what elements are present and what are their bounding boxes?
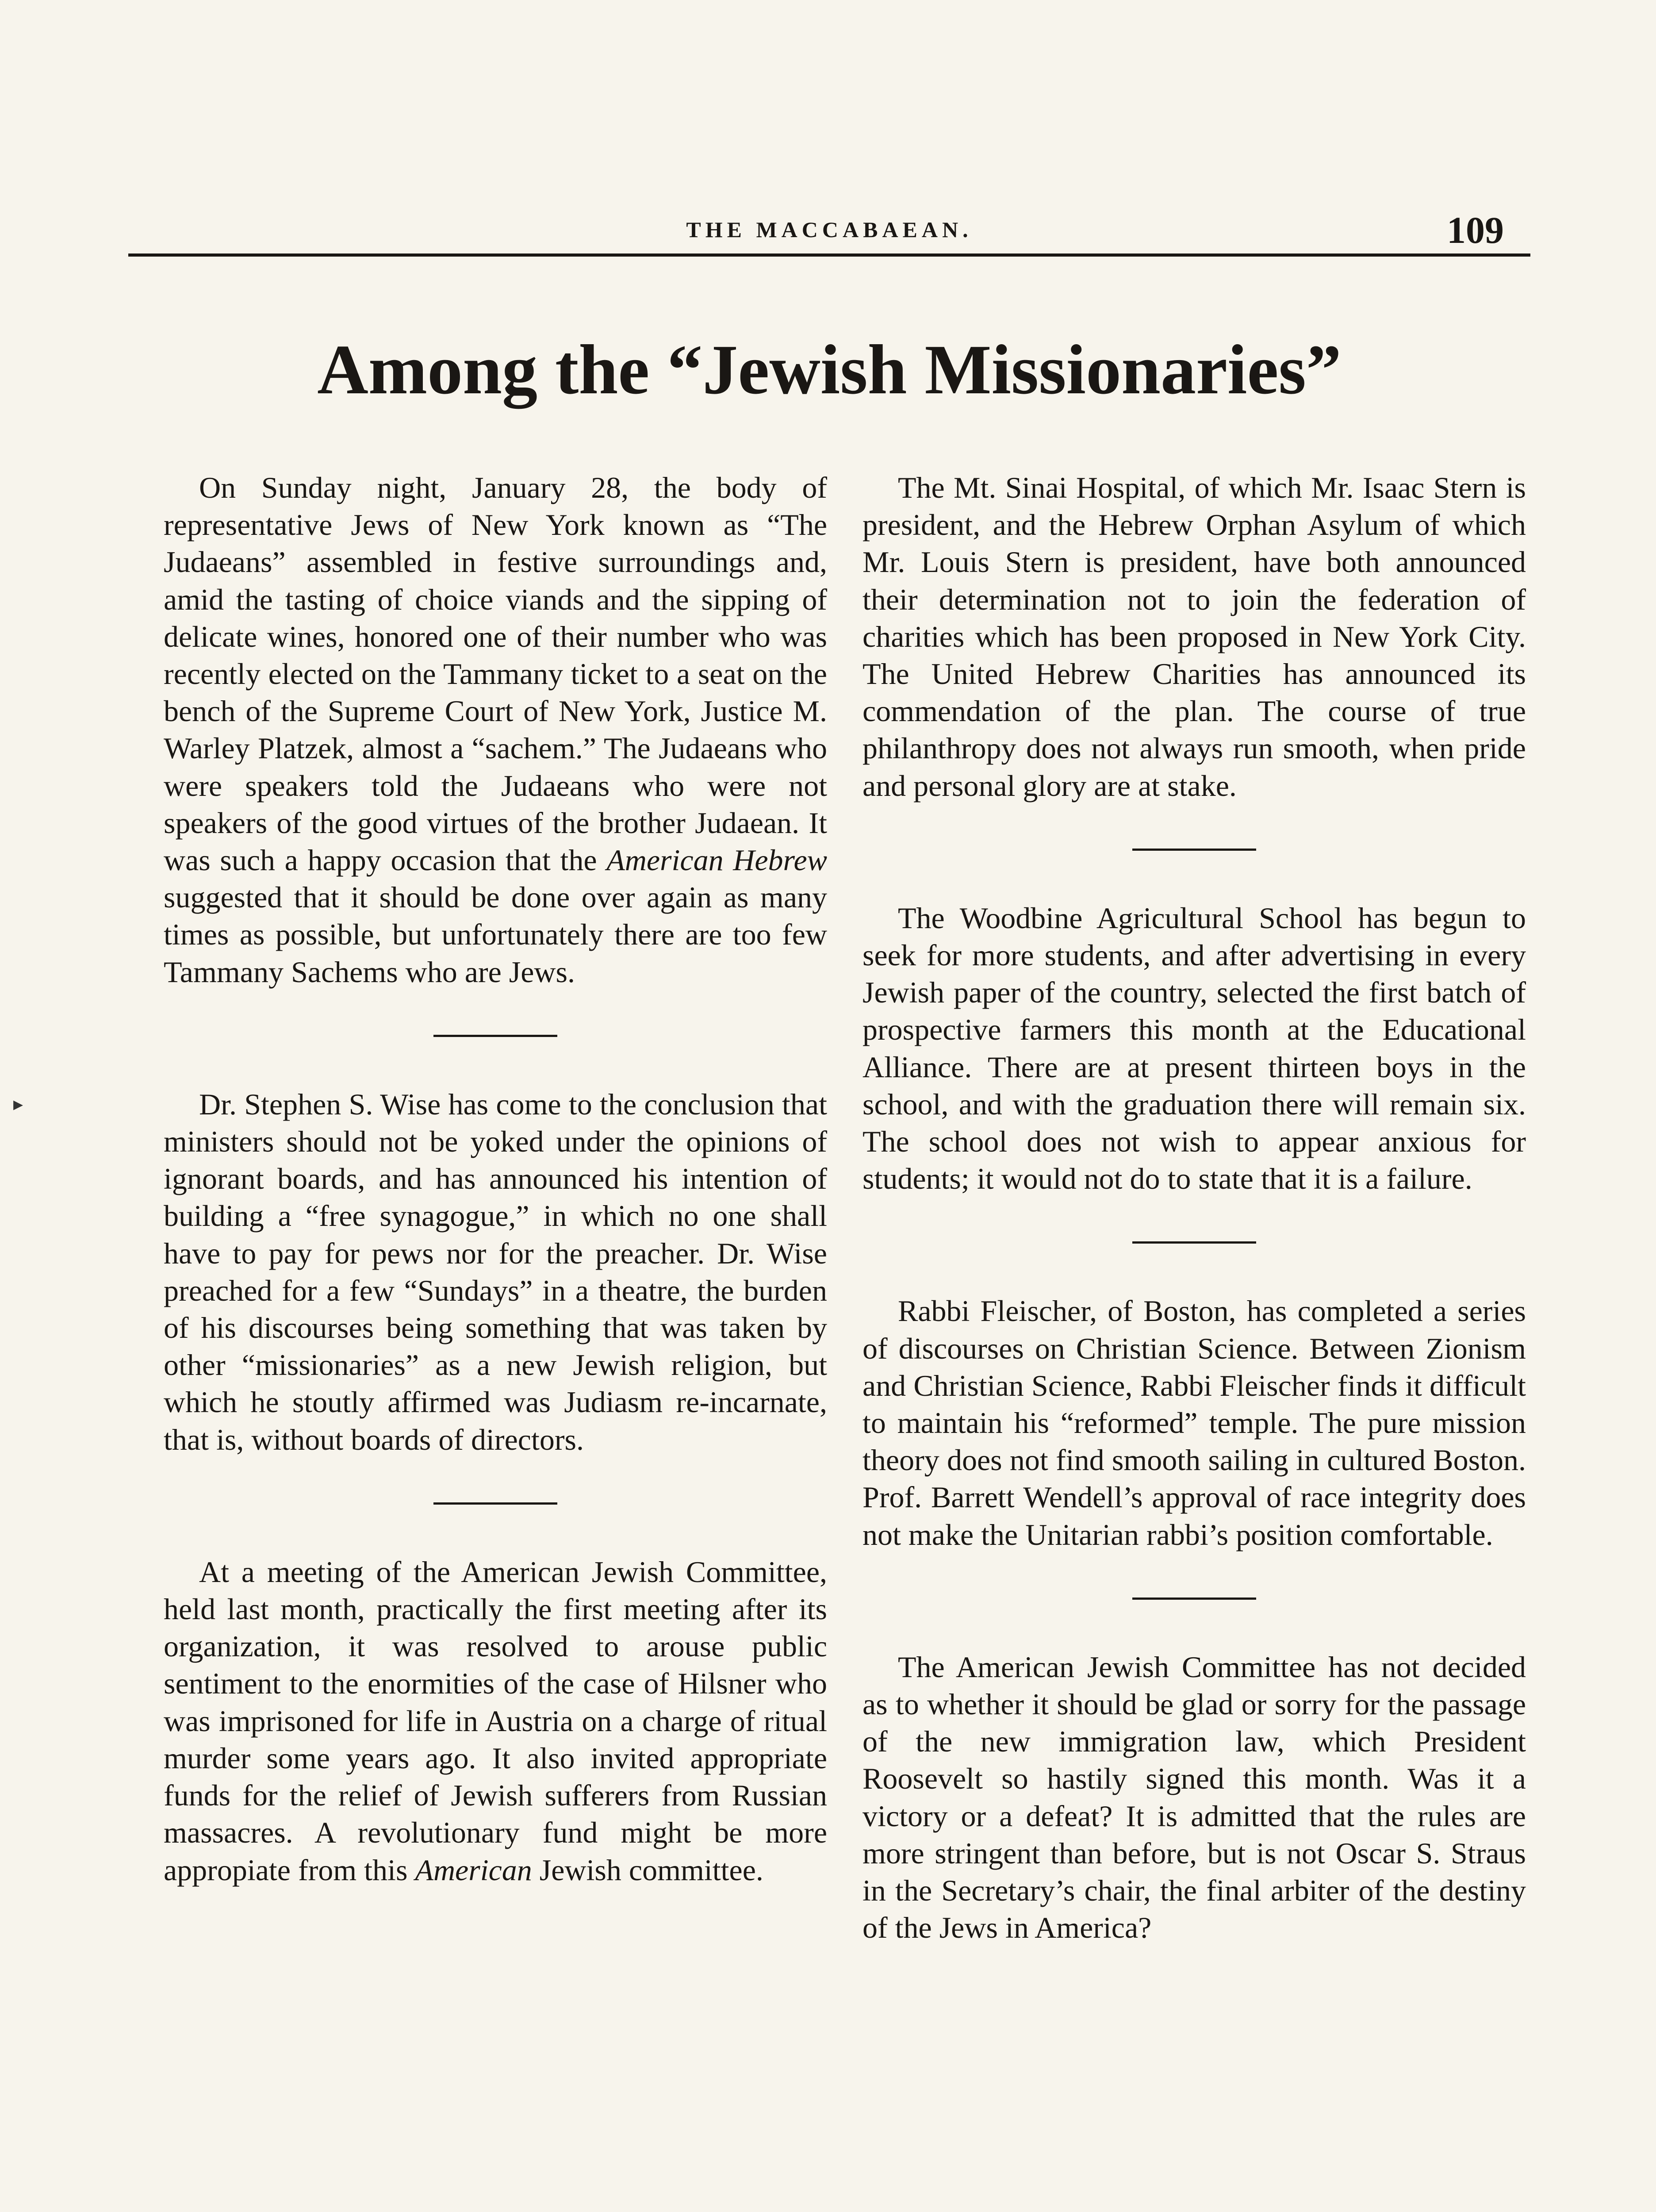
running-head	[128, 208, 1530, 257]
section-divider	[433, 1035, 557, 1037]
article-title: Among the “Jewish Missionaries”	[317, 330, 1342, 409]
paragraph-american-jewish-committee	[164, 1553, 827, 1889]
paragraph-mt-sinai-hospital: The Mt. Sinai Hospital, of which Mr. Isaac Stern is president, and the Hebrew Orphan Asylum of which Mr. Louis Stern is president, have both announced their determination not to join the federation of charities which has been proposed in New York City. The United Hebrew Charities has announced its commendation of the plan. The course of true philanthropy does not always run smooth, when pride and personal glory are at stake.	[862, 471, 1526, 803]
paragraph-committee-text-1: At a meeting of the American Jewish Committee, held last month, practically the first meeting after its organization, it was resolved to arouse public sentiment to the enormities of the case of Hilsner who was imprisoned for life in Austria on a charge of ritual murder some years ago. It also invited appropriate funds for the relief of Jewish sufferers from Russian massacres. A revolutionary fund might be more appropiate from this	[164, 1555, 827, 1887]
emphasized-word: American	[415, 1853, 532, 1887]
paragraph-woodbine-school: The Woodbine Agricultural School has begun to seek for more students, and after advertising in every Jewish paper of the country, selected the first batch of prospective farmers this month at the Educational Alliance. There are at present thirteen boys in the school, and with the graduation there will remain six. The school does not wish to appear anxious for students; it would not do to state that it is a failure.	[862, 901, 1526, 1196]
paragraph-judaeans	[164, 469, 827, 991]
left-column	[164, 469, 827, 1889]
paragraph-immigration-law: The American Jewish Committee has not decided as to whether it should be glad or sorry for the passage of the new immigration law, which President Roosevelt so hastily signed this month. Was it a victory or a defeat? It is admitted that the rules are more stringent than before, but is not Oscar S. Straus in the Secretary’s chair, the final arbiter of the destiny of the Jews in America?	[862, 1650, 1526, 1945]
section-divider	[433, 1502, 557, 1505]
paragraph-stephen-wise: Dr. Stephen S. Wise has come to the conclusion that ministers should not be yoked under the opinions of ignorant boards, and has announced his intention of building a “free synagogue,” in which no one shall have to pay for pews nor for the preacher. Dr. Wise preached for a few “Sundays” in a theatre, the burden of his discourses being something that was taken by other “missionaries” as a new Jewish religion, but which he stoutly affirmed was Judiasm re-incarnate, that is, without boards of directors.	[164, 1087, 827, 1456]
section-divider	[1132, 1241, 1256, 1244]
paragraph-committee-text-2: Jewish committee.	[532, 1853, 763, 1887]
page-number: 109	[1447, 209, 1504, 251]
margin-arrow-icon: ▸	[13, 1093, 23, 1115]
publication-name: American Hebrew	[606, 843, 827, 877]
journal-title: THE MACCABAEAN.	[686, 217, 973, 242]
right-column	[862, 469, 1526, 1947]
paragraph-rabbi-fleischer: Rabbi Fleischer, of Boston, has completed a series of discourses on Christian Science. Between Zionism and Christian Science, Rabbi Fleischer finds it difficult to maintain his “reformed” temple. The pure mission theory does not find smooth sailing in cultured Boston. Prof. Barrett Wendell’s approval of race integrity does not make the Unitarian rabbi’s position comfortable.	[862, 1294, 1526, 1551]
header-rule	[128, 253, 1530, 257]
paragraph-judaeans-text-1: On Sunday night, January 28, the body of representative Jews of New York known as “The Judaeans” assembled in festive surroundings and, amid the tasting of choice viands and the sipping of delicate wines, honored one of their number who was recently elected on the Tammany ticket to a seat on the bench of the Supreme Court of New York, Justice M. Warley Platzek, almost a “sachem.” The Judaeans who were speakers told the Judaeans who were not speakers of the good virtues of the brother Judaean. It was such a happy occasion that the	[164, 471, 827, 877]
section-divider	[1132, 849, 1256, 851]
section-divider	[1132, 1598, 1256, 1600]
paragraph-judaeans-text-2: suggested that it should be done over again as many times as possible, but unfortunately there are too few Tammany Sachems who are Jews.	[164, 880, 827, 989]
